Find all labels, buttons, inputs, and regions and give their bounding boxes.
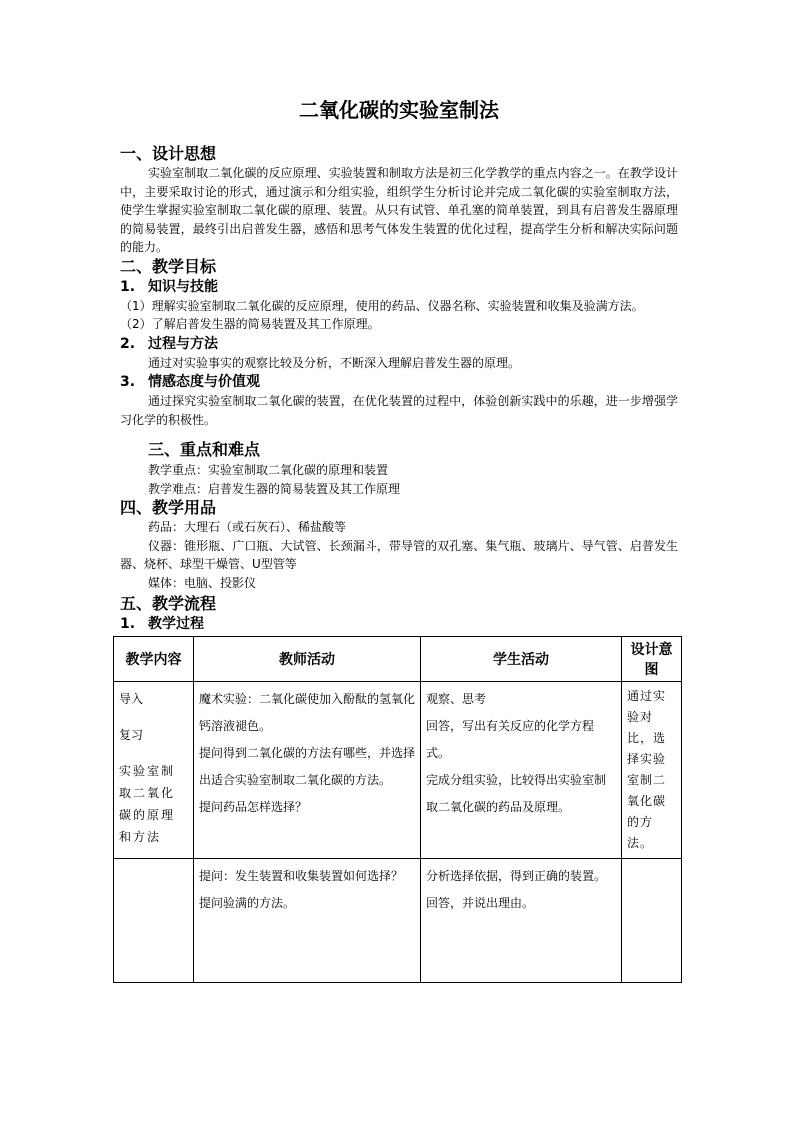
teacher-activity: 魔术实验：二氧化碳使加入酚酞的氢氧化钙溶液褪色。: [199, 692, 416, 733]
supplies-media: 媒体：电脑、投影仪: [148, 575, 257, 590]
page-title: 二氧化碳的实验室制法: [299, 98, 499, 122]
knowledge-item-1: （1）理解实验室制取二氧化碳的反应原理，使用的药品、仪器名称、实验装置和收集及验满方法。: [120, 298, 644, 313]
section-heading-supplies: 四、教学用品: [120, 498, 217, 517]
attitude-paragraph: 通过探究实验室制取二氧化碳的装置，在优化装置的过程中，体验创新实践中的乐趣，进一步增强学习化学的积极性。: [120, 394, 678, 427]
supplies-drugs: 药品：大理石（或石灰石）、稀盐酸等: [148, 520, 347, 534]
design-paragraph: 实验室制取二氧化碳的反应原理、实验装置和制取方法是初三化学教学的重点内容之一。在教学设计中，主要采取讨论的形式，通过演示和分组实验，组织学生分析讨论并完成二氧化碳的实验室制取方法，使学生掌握实验室制取二氧化碳的原理、装置。从只有试管、单孔塞的简单装置，到具有启普发生器原理的简易装置，最终引出启普发生器，感悟和思考气体发生装置的优化过程，提高学生分析和解决实际问题的能力。: [120, 166, 678, 254]
header-student: 学生活动: [421, 637, 622, 682]
section-heading-keypoints: 三、重点和难点: [148, 440, 261, 459]
subheading-teaching-process: 1. 教学过程: [120, 616, 204, 632]
section-heading-design: 一、设计思想: [120, 144, 217, 163]
process-paragraph: 通过对实验事实的观察比较及分析，不断深入理解启普发生器的原理。: [148, 355, 521, 370]
header-teacher: 教师活动: [194, 637, 421, 682]
teacher-activity: 提问：发生装置和收集装置如何选择？: [199, 869, 404, 883]
section-heading-goals: 二、教学目标: [120, 256, 217, 276]
subheading-knowledge: 1. 知识与技能: [120, 278, 218, 295]
content-intro: 导入: [119, 692, 144, 706]
supplies-instruments: 仪器：锥形瓶、广口瓶、大试管、长颈漏斗，带导管的双孔塞、集气瓶、玻璃片、导气管、启普发生器、烧杯、球型干燥管、U型管等: [120, 538, 678, 571]
keypoint-text: 教学重点：实验室制取二氧化碳的原理和装置: [148, 463, 389, 477]
teacher-activity: 提问药品怎样选择？: [199, 800, 308, 814]
student-activity: 完成分组实验，比较得出实验室制取二氧化碳的药品及原理。: [426, 773, 607, 814]
row1-intent-cell: 通过实验对比，选择实验室制二氧化碳的方法。: [622, 682, 682, 859]
content-review: 复习: [119, 728, 144, 742]
row2-teacher-cell: [194, 859, 421, 983]
table-header-row: [114, 637, 682, 682]
student-activity: 回答，并说出理由。: [426, 896, 535, 910]
row2-student-cell: [421, 859, 622, 983]
section-heading-flow: 五、教学流程: [120, 594, 217, 613]
row2-content-cell: [114, 859, 194, 983]
subheading-attitude: 3. 情感态度与价值观: [120, 374, 260, 390]
knowledge-item-2: （2）了解启普发生器的简易装置及其工作原理。: [120, 317, 380, 331]
content-topic: 实验室制取二氧化碳的原理和方法: [119, 764, 176, 844]
row1-student-cell: [421, 682, 622, 859]
table-row: [114, 682, 682, 859]
difficulty-text: 教学难点：启普发生器的简易装置及其工作原理: [148, 481, 401, 496]
header-content: 教学内容: [114, 637, 194, 682]
document-page: [120, 96, 678, 983]
header-intent: 设计意图: [622, 637, 682, 682]
teacher-activity: 提问得到二氧化碳的方法有哪些，并选择出适合实验室制取二氧化碳的方法。: [199, 746, 416, 787]
student-activity: 分析选择依据，得到正确的装置。: [426, 869, 607, 883]
subheading-process: 2. 过程与方法: [120, 335, 218, 352]
student-activity: 观察、思考: [426, 692, 487, 706]
teaching-process-table: [113, 636, 682, 983]
student-activity: 回答，写出有关反应的化学方程式。: [426, 719, 595, 760]
row1-teacher-cell: [194, 682, 421, 859]
row2-intent-cell: [622, 859, 682, 983]
table-row: [114, 859, 682, 983]
row1-content-cell: [114, 682, 194, 859]
teacher-activity: 提问验满的方法。: [199, 896, 296, 910]
